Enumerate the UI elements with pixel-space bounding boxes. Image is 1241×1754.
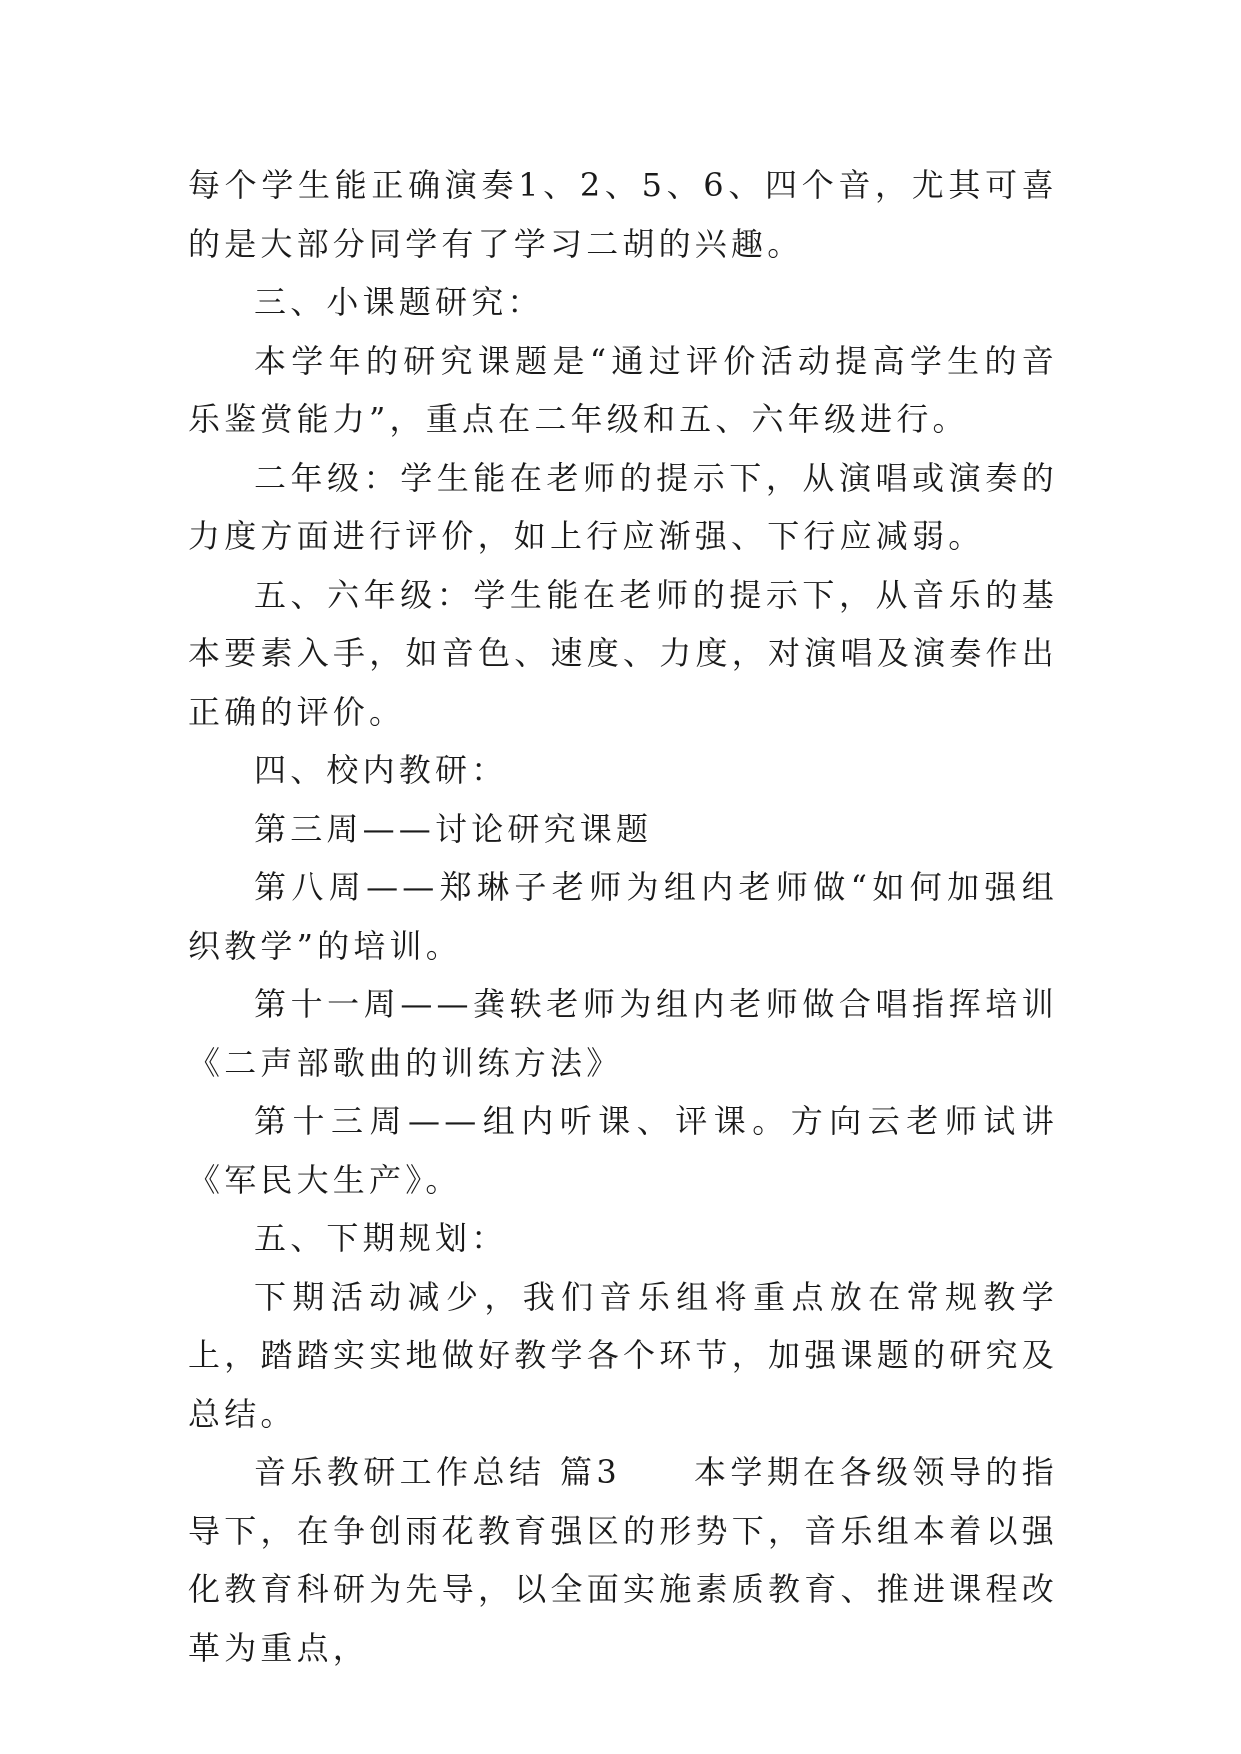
list-item: 第三周——讨论研究课题	[254, 809, 653, 848]
document-body	[188, 156, 1058, 1677]
list-item: 第八周——郑琳子老师为组内老师做“如何加强组织教学”的培训。	[188, 868, 1058, 965]
paragraph: 五、六年级：学生能在老师的提示下，从音乐的基本要素入手，如音色、速度、力度，对演唱及演奏作出正确的评价。	[188, 575, 1058, 731]
paragraph: 每个学生能正确演奏1、2、5、6、四个音，尤其可喜的是大部分同学有了学习二胡的兴趣。	[188, 166, 1058, 263]
section-heading: 四、校内教研：	[254, 751, 508, 789]
paragraph: 二年级：学生能在老师的提示下，从演唱或演奏的力度方面进行评价，如上行应渐强、下行应减弱。	[188, 458, 1058, 555]
section-heading: 五、下期规划：	[254, 1219, 508, 1257]
paragraph: 本学年的研究课题是“通过评价活动提高学生的音乐鉴赏能力”，重点在二年级和五、六年级进行。	[188, 341, 1058, 438]
list-item: 第十一周——龚轶老师为组内老师做合唱指挥培训《二声部歌曲的训练方法》	[188, 985, 1058, 1082]
list-item: 第十三周——组内听课、评课。方向云老师试讲《军民大生产》。	[188, 1102, 1058, 1199]
paragraph: 下期活动减少，我们音乐组将重点放在常规教学上，踏踏实实地做好教学各个环节，加强课题的研究及总结。	[188, 1277, 1058, 1433]
paragraph: 音乐教研工作总结 篇3 本学期在各级领导的指导下，在争创雨花教育强区的形势下，音乐组本着以强化教育科研为先导，以全面实施素质教育、推进课程改革为重点，	[188, 1453, 1058, 1667]
section-heading: 三、小课题研究：	[254, 283, 544, 321]
